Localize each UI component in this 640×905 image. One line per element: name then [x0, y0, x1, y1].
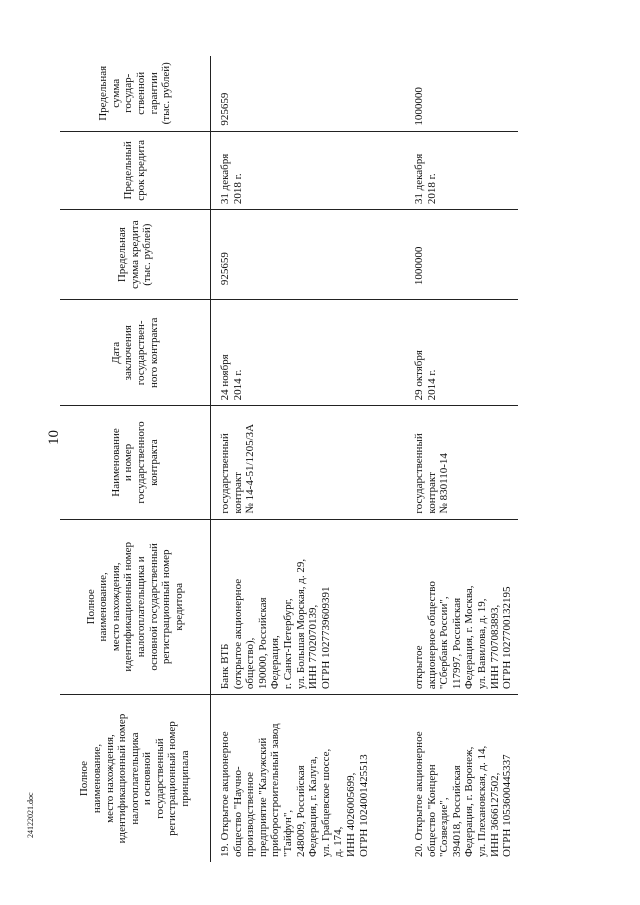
- text-line: Банк ВТБ: [219, 643, 231, 690]
- text-line: открытое: [413, 645, 425, 690]
- table-row: [211, 56, 406, 862]
- cell-credit-sum: 925659: [211, 210, 406, 300]
- text-line: регистрационный номер: [160, 549, 173, 665]
- text-line: 19. Открытое акционерное: [219, 731, 231, 857]
- text-line: государственный: [413, 433, 425, 514]
- text-line: предприятие "Калужский: [256, 737, 269, 857]
- text-line: приборостроительный завод: [269, 723, 282, 857]
- text-line: ОГРН 1027700132195: [501, 586, 514, 690]
- text-line: 2014 г.: [425, 369, 438, 401]
- text-line: сумма: [109, 78, 122, 108]
- text-line: срок кредита: [135, 139, 147, 201]
- text-line: ОГРН 1024001425513: [357, 754, 370, 857]
- text-line: производственное: [244, 771, 257, 857]
- text-line: и основной: [141, 751, 154, 806]
- header-contract: [60, 406, 211, 519]
- text-line: ул. Вавилова, д. 19,: [475, 598, 488, 690]
- cell-principal: [211, 695, 406, 862]
- text-line: 2018 г.: [425, 173, 438, 205]
- cell-contract-date: [405, 300, 518, 406]
- text-line: государственный: [219, 433, 231, 514]
- text-line: налогоплательщика: [128, 732, 141, 825]
- text-line: Наименование: [109, 428, 122, 497]
- text-line: сумма кредита: [128, 220, 141, 289]
- text-line: Федерация, г. Калуга,: [307, 756, 320, 857]
- text-line: 117997, Российская: [450, 597, 463, 690]
- text-line: ИНН 7702070139,: [307, 604, 320, 690]
- text-line: государствен-: [135, 320, 147, 386]
- text-line: (тыс. рублей): [141, 223, 154, 286]
- text-line: общество),: [244, 637, 257, 690]
- header-guarantee-sum: [60, 56, 211, 131]
- text-line: наименование,: [97, 572, 110, 642]
- rotated-table-container: [60, 56, 608, 862]
- cell-principal: [405, 695, 518, 862]
- text-line: д. 174,: [332, 826, 345, 857]
- text-line: Федерация,: [269, 635, 282, 690]
- text-line: ственной: [135, 71, 147, 115]
- text-line: основной государственный: [147, 543, 160, 671]
- table-row: [405, 56, 518, 862]
- text-line: 24 ноября: [219, 354, 231, 401]
- text-line: (открытое акционерное: [231, 578, 244, 690]
- text-line: "Созвездие",: [438, 797, 451, 857]
- text-line: ул. Плехановская, д. 14,: [475, 745, 488, 857]
- text-line: заключения: [122, 325, 135, 381]
- table-header-row: [60, 56, 211, 862]
- text-line: контракта: [147, 439, 160, 486]
- cell-contract-date: [211, 300, 406, 406]
- text-line: ул. Грабцевское шоссе,: [319, 748, 332, 857]
- text-line: "Сбербанк России",: [438, 596, 451, 690]
- text-line: ИНН 4026005699,: [344, 772, 357, 857]
- text-line: 2014 г.: [231, 369, 244, 401]
- text-line: кредитора: [172, 583, 185, 631]
- header-principal: [60, 695, 211, 862]
- text-line: контракт: [231, 472, 244, 514]
- text-line: ОГРН 1027739609391: [319, 586, 332, 690]
- cell-contract: [405, 406, 518, 519]
- text-line: Предельная: [97, 65, 110, 121]
- cell-guarantee-sum: 925659: [211, 56, 406, 131]
- text-line: государ-: [122, 73, 135, 113]
- text-line: идентификационный номер: [116, 713, 129, 844]
- cell-credit-term: [211, 131, 406, 210]
- text-line: принципала: [179, 750, 192, 807]
- cell-creditor: [211, 519, 406, 695]
- page-number: 10: [46, 430, 62, 445]
- header-contract-date: [60, 300, 211, 406]
- cell-creditor: [405, 519, 518, 695]
- cell-contract: [211, 406, 406, 519]
- text-line: Полное: [78, 760, 91, 797]
- text-line: ного контракта: [147, 317, 160, 388]
- text-line: № 14-4-51/1205/ЗА: [244, 423, 257, 514]
- text-line: и номер: [122, 443, 135, 482]
- text-line: место нахождения,: [109, 562, 122, 652]
- text-line: государственного: [135, 421, 147, 504]
- guarantees-table: [60, 56, 518, 862]
- text-line: регистрационный номер: [166, 721, 179, 836]
- cell-guarantee-sum: 1000000: [405, 56, 518, 131]
- text-line: 20. Открытое акционерное: [413, 731, 425, 857]
- text-line: общество "Научно-: [231, 766, 244, 857]
- text-line: № 830110-14: [438, 453, 451, 514]
- text-line: 29 октября: [413, 350, 425, 401]
- text-line: наименование,: [90, 743, 103, 814]
- text-line: государственный: [153, 738, 166, 819]
- text-line: ИНН 7707083893,: [488, 604, 501, 690]
- text-line: "Тайфун",: [281, 809, 294, 857]
- text-line: 248009, Российская: [294, 765, 307, 857]
- document-file-code: 24122021.doc: [26, 792, 35, 838]
- header-credit-term: [60, 131, 211, 210]
- text-line: 190000, Российская: [256, 597, 269, 690]
- text-line: ул. Большая Морская, д. 29,: [294, 558, 307, 690]
- text-line: 31 декабря: [219, 153, 231, 205]
- text-line: 2018 г.: [231, 173, 244, 205]
- cell-credit-term: [405, 131, 518, 210]
- text-line: 31 декабря: [413, 153, 425, 205]
- text-line: акционерное общество: [425, 581, 438, 690]
- text-line: гарантии: [147, 72, 160, 115]
- cell-credit-sum: 1000000: [405, 210, 518, 300]
- text-line: ИНН 3666127502,: [488, 772, 501, 857]
- text-line: контракт: [425, 472, 438, 514]
- text-line: (тыс. рублей): [160, 62, 173, 125]
- text-line: общество "Концерн: [425, 764, 438, 857]
- text-line: Предельная: [116, 227, 129, 283]
- text-line: Дата: [109, 341, 122, 364]
- text-line: место нахождения,: [103, 734, 116, 823]
- text-line: 394018, Российская: [450, 765, 463, 857]
- text-line: ОГРН 1053600445337: [501, 754, 514, 857]
- text-line: Полное: [84, 589, 97, 625]
- text-line: Федерация, г. Москва,: [463, 585, 476, 690]
- text-line: Предельный: [122, 141, 135, 200]
- text-line: г. Санкт-Петербург,: [281, 598, 294, 690]
- header-creditor: [60, 519, 211, 695]
- text-line: налогоплательщика и: [135, 556, 147, 658]
- text-line: идентификационный номер: [122, 542, 135, 672]
- header-credit-sum: [60, 210, 211, 300]
- text-line: Федерация, г. Воронеж,: [463, 746, 476, 857]
